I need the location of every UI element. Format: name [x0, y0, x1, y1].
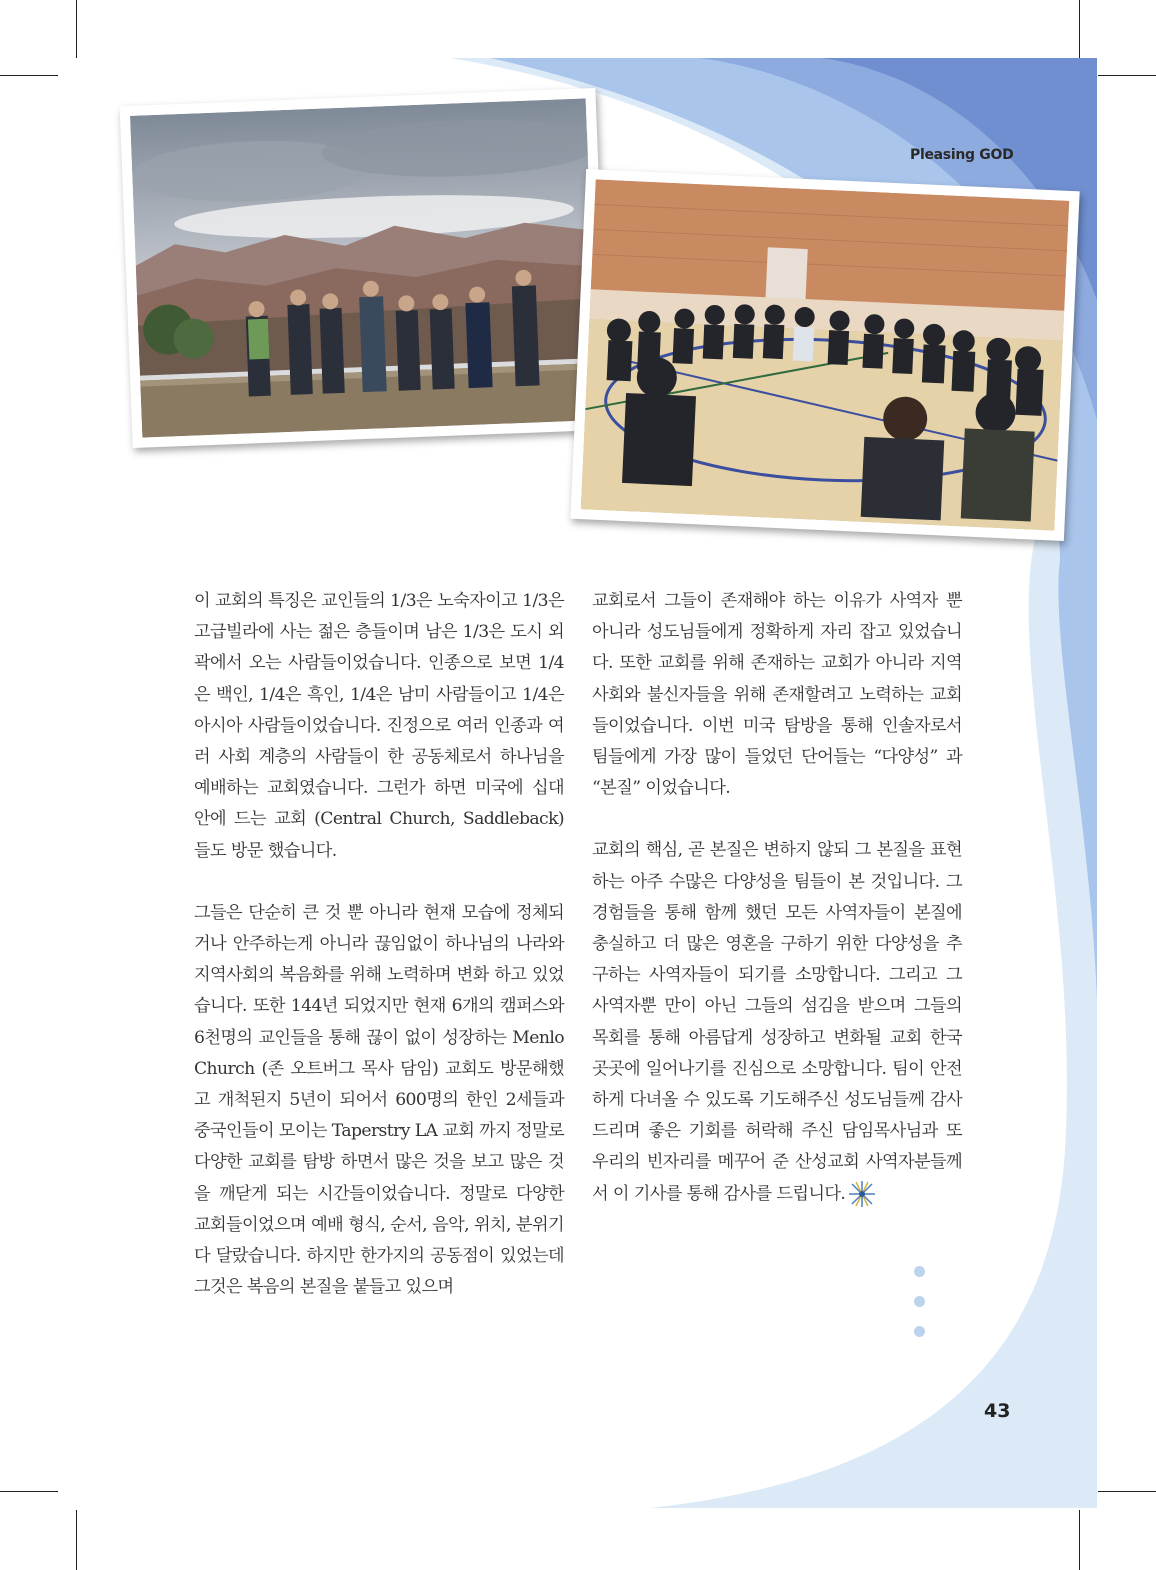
canyon-group-image [130, 98, 598, 437]
article-right-column [592, 586, 962, 1210]
article-paragraph: 교회로서 그들이 존재해야 하는 이유가 사역자 뿐 아니라 성도님들에게 정확하게 자리 잡고 있었습니다. 또한 교회를 위해 존재하는 교회가 아니라 지역사회와 불신자들을 위해 존재할려고 노력하는 교회들이었습니다. 이번 미국 탐방을 통해 인솔자로서 팀들에게 가장 많이 들었던 단어들는 “다양성” 과 “본질” 이었습니다. [592, 591, 962, 799]
gym-meeting-image [581, 179, 1069, 530]
article-paragraph-text: 교회의 핵심, 곧 본질은 변하지 않되 그 본질을 표현하는 아주 수많은 다양성을 팀들이 본 것입니다. 그 경험들을 통해 함께 했던 모든 사역자들이 본질에 충실하고 더 많은 영혼을 구하기 위한 다양성을 추구하는 사역자들이 되기를 소망합니다. 그리고 그 사역자뿐 만이 아닌 그들의 섬김을 받으며 그들의 목회를 통해 아름답게 성장하고 변화될 교회 한국 곳곳에 일어나기를 진심으로 소망합니다. 팀이 안전하게 다녀올 수 있도록 기도해주신 성도님들께 감사드리며 좋은 기회를 허락해 주신 담임목사님과 또 우리의 빈자리를 메꾸어 준 산성교회 사역자분들께서 이 기사를 통해 감사를 드립니다. [592, 840, 962, 1204]
photo-gym-meeting [570, 169, 1079, 541]
article-paragraph-last [592, 835, 962, 1209]
page-number: 43 [984, 1400, 1011, 1422]
dot-icon [914, 1326, 925, 1337]
article-paragraph: 그들은 단순히 큰 것 뿐 아니라 현재 모습에 정체되거나 안주하는게 아니라 끊임없이 하나님의 나라와 지역사회의 복음화를 위해 노력하며 변화 하고 있었습니다. 또한 144년 되었지만 현재 6개의 캠퍼스와 6천명의 교인들을 통해 끊이 없이 성장하는 Menlo Church (존 오트버그 목사 담임) 교회도 방문해했고 개척된지 5년이 되어서 600명의 한인 2세들과 중국인들이 모이는 Taperstry LA 교회 까지 정말로 다양한 교회를 탐방 하면서 많은 것을 보고 많은 것을 깨닫게 되는 시간들이었습니다. 정말로 다양한 교회들이었으며 예배 형식, 순서, 음악, 위치, 분위기 다 달랐습니다. 하지만 한가지의 공동점이 있었는데 그것은 복음의 본질을 붙들고 있으며 [194, 902, 564, 1298]
end-mark-icon [847, 1179, 877, 1209]
photo-canyon-group [120, 88, 609, 448]
article-paragraph: 이 교회의 특징은 교인들의 1/3은 노숙자이고 1/3은 고급빌라에 사는 젊은 층들이며 남은 1/3은 도시 외곽에서 오는 사람들이었습니다. 인종으로 보면 1/4은 백인, 1/4은 흑인, 1/4은 남미 사람들이고 1/4은 아시아 사람들이었습니다. 진정으로 여러 인종과 여러 사회 계층의 사람들이 한 공동체로서 하나님을 예배하는 교회였습니다. 그런가 하면 미국에 십대 안에 드는 교회 (Central Church, Saddleback) 들도 방문 했습니다. [194, 591, 564, 861]
dot-icon [914, 1296, 925, 1307]
dot-icon [914, 1266, 925, 1277]
article-left-column [194, 586, 564, 1303]
decorative-dots [914, 1266, 925, 1356]
section-label: Pleasing GOD [910, 147, 1014, 163]
